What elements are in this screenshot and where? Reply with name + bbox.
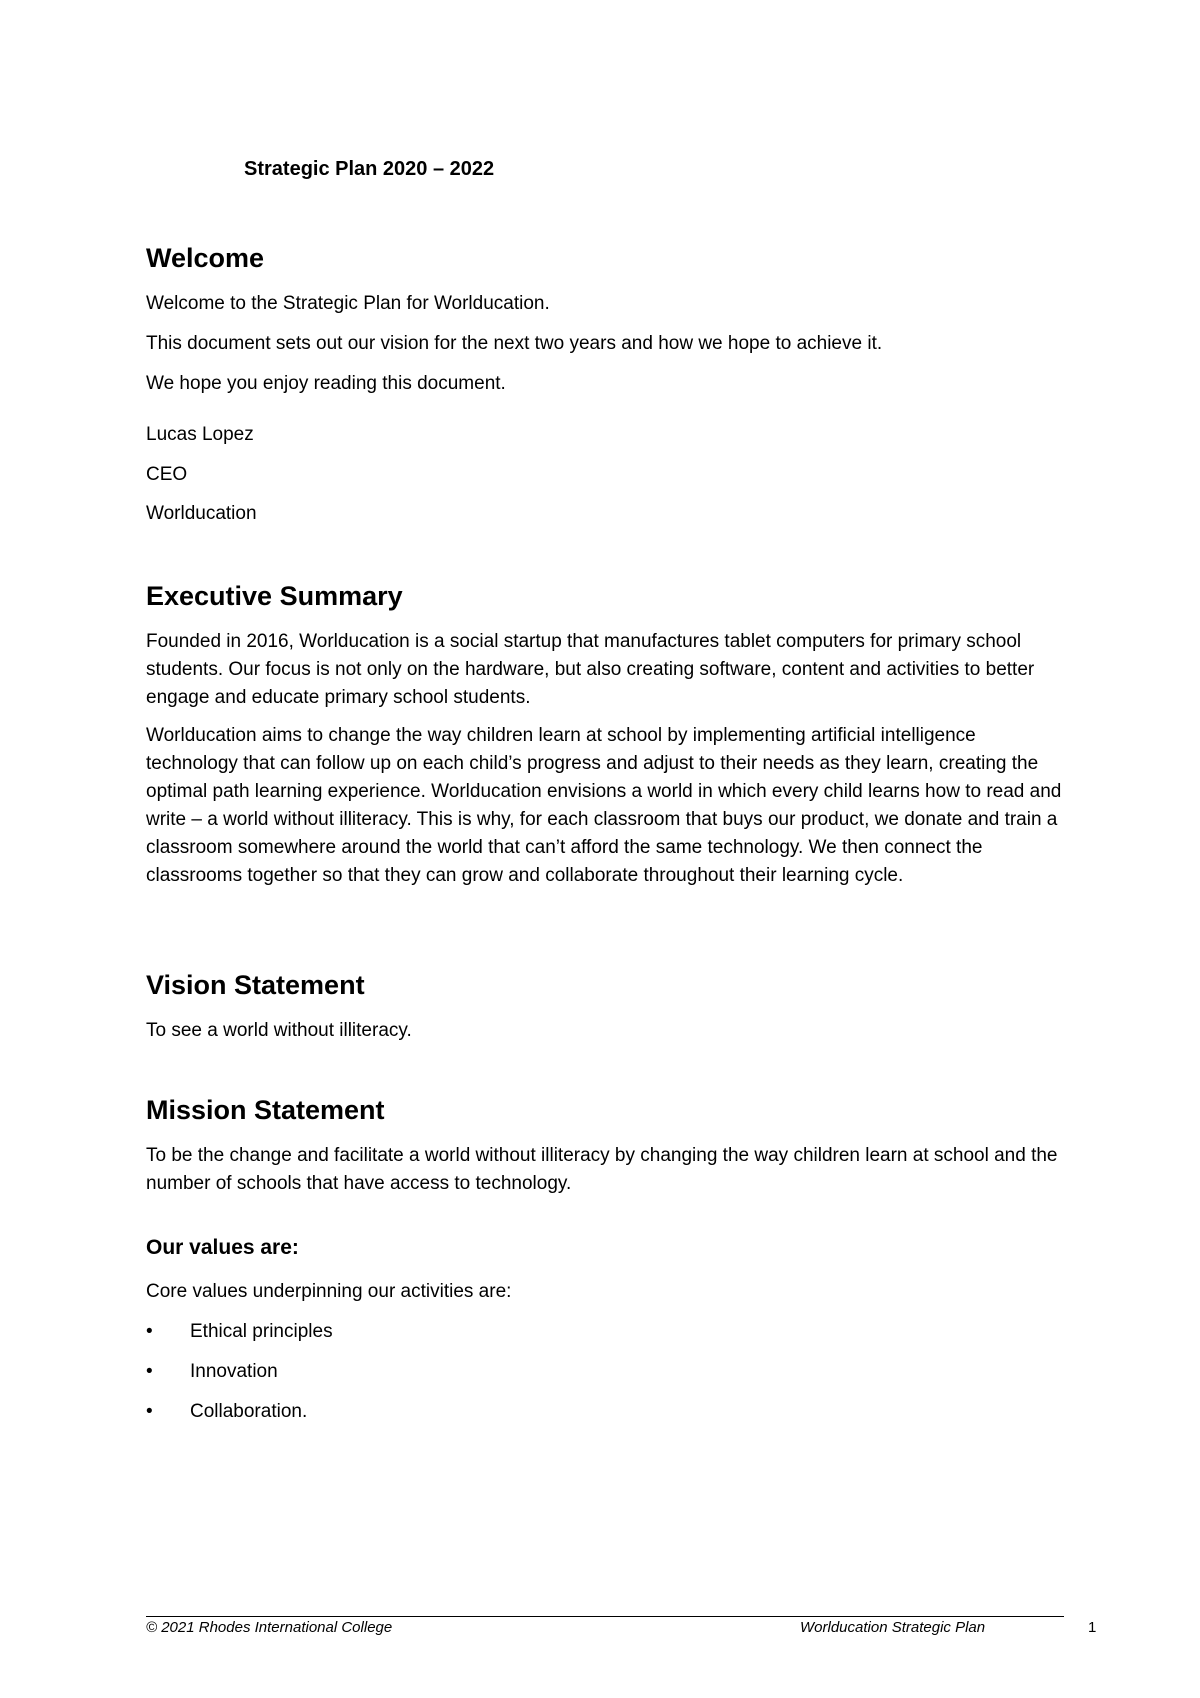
list-item: Ethical principles <box>190 1321 333 1342</box>
values-intro: Core values underpinning our activities are: <box>146 1281 512 1302</box>
mission-text: To be the change and facilitate a world without illiteracy by changing the way children learn at school and the number of schools that have access to technology. <box>146 1145 1058 1194</box>
signature-organization: Worlducation <box>146 503 257 524</box>
list-item: Collaboration. <box>190 1401 308 1422</box>
welcome-paragraph: This document sets out our vision for the next two years and how we hope to achieve it. <box>146 333 883 354</box>
vision-text: To see a world without illiteracy. <box>146 1020 412 1041</box>
welcome-paragraph: Welcome to the Strategic Plan for Worlducation. <box>146 293 550 314</box>
executive-summary-paragraph: Worlducation aims to change the way children learn at school by implementing artificial intelligence technology that can follow up on each child’s progress and adjust to their needs as they learn, creating the optimal path learning experience. Worlducation envisions a world in which every child learns how to read and write – a world without illiteracy. This is why, for each classroom that buys our product, we donate and train a classroom somewhere around the world that can’t afford the same technology. We then connect the classrooms together so that they can grow and collaborate throughout their learning cycle. <box>146 725 1062 886</box>
vision-heading: Vision Statement <box>146 970 365 1000</box>
signature-role: CEO <box>146 464 188 485</box>
footer-copyright: © 2021 Rhodes International College <box>146 1619 393 1636</box>
welcome-heading: Welcome <box>146 243 265 273</box>
bullet-icon: • <box>146 1321 153 1342</box>
signature-name: Lucas Lopez <box>146 424 254 445</box>
bullet-icon: • <box>146 1361 153 1382</box>
footer-document-title: Worlducation Strategic Plan <box>800 1619 986 1636</box>
list-item: Innovation <box>190 1361 278 1382</box>
welcome-paragraph: We hope you enjoy reading this document. <box>146 373 506 394</box>
page-title: Strategic Plan 2020 – 2022 <box>244 158 495 180</box>
footer-page-number: 1 <box>1088 1619 1097 1636</box>
footer-divider <box>146 1616 1064 1617</box>
values-heading: Our values are: <box>146 1236 299 1259</box>
bullet-icon: • <box>146 1401 153 1422</box>
executive-summary-paragraph: Founded in 2016, Worlducation is a social startup that manufactures tablet computers for primary school students. Our focus is not only on the hardware, but also creating software, content and activities to better engage and educate primary school students. <box>146 631 1035 708</box>
mission-heading: Mission Statement <box>146 1095 385 1125</box>
executive-summary-heading: Executive Summary <box>146 581 403 611</box>
